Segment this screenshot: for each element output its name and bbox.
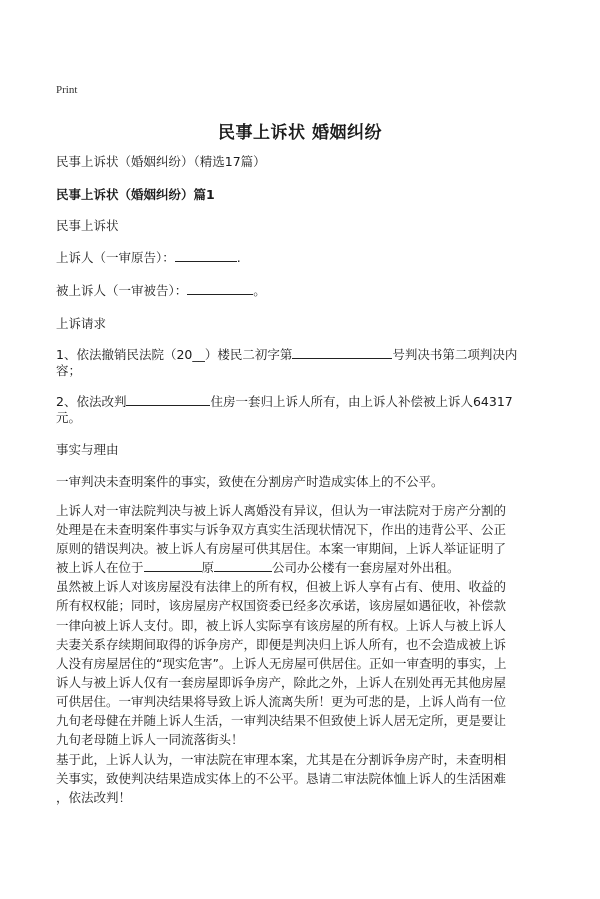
conclusion-line: 关事实，致使判决结果造成实体上的不公平。恳请二审法院体恤上诉人的生活困难 xyxy=(56,771,507,787)
facts-body-line: 一律向被上诉人支付。即，被上诉人实际享有该房屋的所有权。上诉人与被上诉人 xyxy=(56,617,507,633)
facts-body xyxy=(56,501,550,749)
facts-body-line-with-blanks xyxy=(56,558,550,577)
appellant-label: 上诉人（一审原告）： xyxy=(56,250,175,265)
body-line-4-part-2: 原 xyxy=(201,560,215,576)
conclusion xyxy=(56,750,550,807)
claim-2-part-1: 2、依法改判 xyxy=(56,394,127,409)
facts-intro: 一审判决未查明案件的事实，致使在分割房产时造成实体上的不公平。 xyxy=(56,474,444,489)
appellee-blank xyxy=(187,282,253,295)
claim-1-blank xyxy=(292,346,392,359)
claim-1-part-2: 号判决书第二项判决内 xyxy=(392,347,518,362)
facts-body-line: 原则的错误判决。被上诉人有房屋可供其居住。本案一审期间，上诉人举证证明了 xyxy=(56,541,507,557)
facts-body-line: 虽然被上诉人对该房屋没有法律上的所有权，但被上诉人享有占有、使用、收益的 xyxy=(56,579,507,595)
conclusion-line: ，依法改判！ xyxy=(56,790,132,806)
appellee-end: 。 xyxy=(253,283,266,298)
appellee-label: 被上诉人（一审被告）： xyxy=(56,283,188,298)
body-line-4-part-1: 被上诉人在位于 xyxy=(56,560,144,576)
claim-1-line-2: 容； xyxy=(56,363,82,378)
location-blank xyxy=(144,559,202,572)
claim-1-part-1: 1、依法撤销民法院（20__）楼民二初字第 xyxy=(56,347,293,362)
facts-body-line: 处理是在未查明案件事实与诉争双方真实生活现状情况下，作出的违背公平、公正 xyxy=(56,522,507,538)
appellant-line xyxy=(56,249,550,266)
claim-2-blank xyxy=(126,393,210,406)
claim-2-line-1 xyxy=(56,393,550,410)
facts-body-line: 九旬老母随上诉人一同流落街头！ xyxy=(56,732,244,748)
appellee-line xyxy=(56,282,550,299)
company-blank xyxy=(214,559,272,572)
appellant-end: . xyxy=(236,250,241,265)
facts-heading: 事实与理由 xyxy=(56,442,119,457)
claim-1-line-1 xyxy=(56,346,550,363)
claim-2-part-2: 住房一套归上诉人所有，由上诉人补偿被上诉人64317 xyxy=(210,394,513,409)
claims-heading: 上诉请求 xyxy=(56,316,107,331)
body-line-4-part-3: 公司办公楼有一套房屋对外出租。 xyxy=(272,560,460,576)
document-title: 民事上诉状 婚姻纠纷 xyxy=(218,123,382,143)
claim-2-line-2: 元。 xyxy=(56,410,82,425)
document-subtitle: 民事上诉状（婚姻纠纷）（精选17篇） xyxy=(56,154,266,169)
print-label[interactable]: Print xyxy=(56,84,78,96)
facts-body-line: 人没有房屋居住的“现实危害”。上诉人无房屋可供居住。正如一审查明的事实，上 xyxy=(56,655,507,671)
facts-body-line: 九旬老母健在并随上诉人生活，一审判决结果不但致使上诉人居无定所，更是要让 xyxy=(56,713,507,729)
facts-body-line: 所有权权能；同时，该房屋房产权国资委已经多次承诺，该房屋如遇征收，补偿款 xyxy=(56,598,507,614)
appellant-blank xyxy=(175,249,237,262)
facts-body-line: 上诉人对一审法院判决与被上诉人离婚没有异议，但认为一审法院对于房产分割的 xyxy=(56,503,507,518)
facts-body-line: 诉人与被上诉人仅有一套房屋即诉争房产，除此之外，上诉人在别处再无其他房屋 xyxy=(56,674,507,690)
section-heading: 民事上诉状（婚姻纠纷）篇1 xyxy=(56,187,215,202)
facts-body-line: 夫妻关系存续期间取得的诉争房产，即便是判决归上诉人所有，也不会造成被上诉 xyxy=(56,636,507,652)
conclusion-line: 基于此，上诉人认为，一审法院在审理本案，尤其是在分割诉争房产时，未查明相 xyxy=(56,752,507,767)
facts-body-line: 可供居住。一审判决结果将导致上诉人流离失所！更为可悲的是，上诉人尚有一位 xyxy=(56,693,507,709)
doc-type: 民事上诉状 xyxy=(56,218,119,233)
